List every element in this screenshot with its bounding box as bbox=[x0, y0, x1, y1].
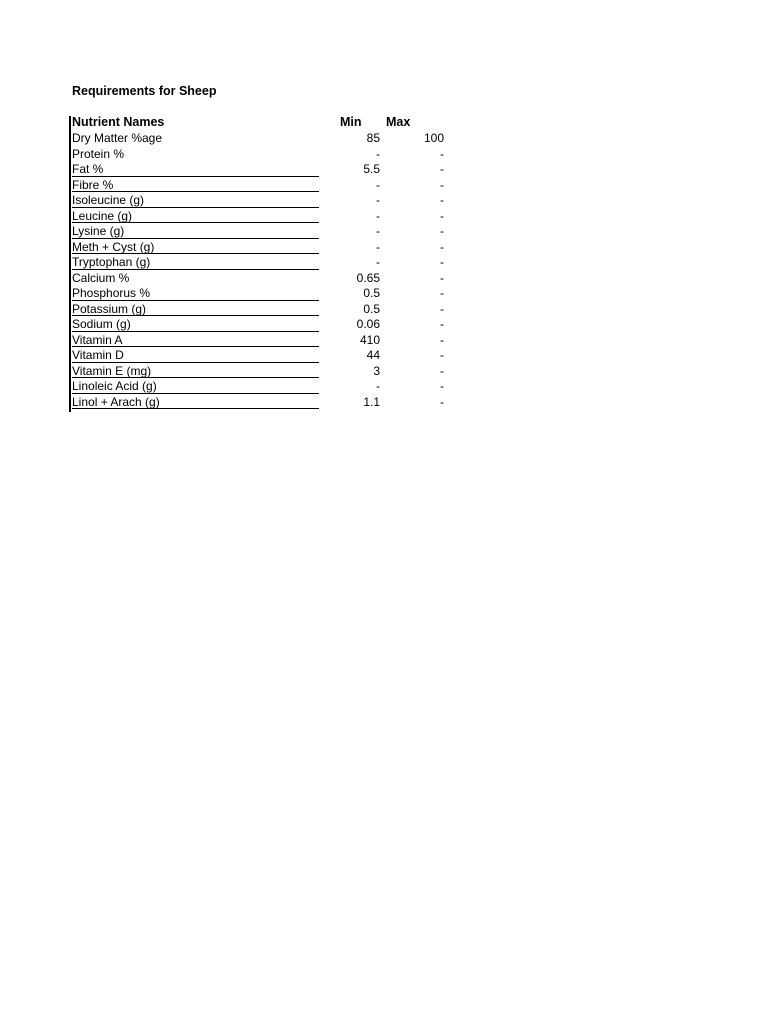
nutrient-name: Meth + Cyst (g) bbox=[72, 239, 155, 254]
max-value: - bbox=[440, 301, 444, 316]
max-value: - bbox=[440, 193, 444, 207]
table-row bbox=[72, 177, 452, 193]
nutrient-name: Linol + Arach (g) bbox=[72, 394, 160, 409]
nutrient-name: Linoleic Acid (g) bbox=[72, 379, 157, 393]
min-value: - bbox=[376, 255, 380, 269]
max-value: - bbox=[440, 379, 444, 393]
table-row bbox=[72, 254, 452, 270]
nutrient-name: Isoleucine (g) bbox=[72, 193, 145, 207]
max-value: - bbox=[440, 286, 444, 300]
max-value: - bbox=[440, 363, 444, 378]
min-value: - bbox=[376, 208, 380, 223]
table-row bbox=[72, 223, 452, 239]
table-row bbox=[72, 130, 452, 146]
table-row bbox=[72, 208, 452, 224]
max-value: - bbox=[440, 162, 444, 176]
nutrient-table-body bbox=[72, 130, 452, 409]
nutrient-name: Fat % bbox=[72, 162, 104, 176]
nutrient-name: Potassium (g) bbox=[72, 301, 147, 316]
nutrient-name: Fibre % bbox=[72, 177, 114, 192]
min-value: 1.1 bbox=[363, 394, 380, 409]
nutrient-name: Phosphorus % bbox=[72, 286, 151, 300]
nutrient-name: Dry Matter %age bbox=[72, 131, 163, 145]
nutrient-name: Leucine (g) bbox=[72, 208, 133, 223]
min-value: 0.5 bbox=[363, 286, 380, 300]
min-value: 44 bbox=[366, 348, 380, 362]
table-row bbox=[72, 332, 452, 348]
table-row bbox=[72, 301, 452, 317]
max-value: - bbox=[440, 255, 444, 269]
nutrient-name: Vitamin A bbox=[72, 332, 123, 347]
nutrient-name: Calcium % bbox=[72, 270, 130, 285]
nutrient-name: Vitamin E (mg) bbox=[72, 363, 152, 378]
nutrient-name: Protein % bbox=[72, 146, 125, 161]
min-value: - bbox=[376, 379, 380, 393]
table-left-border bbox=[69, 116, 71, 412]
max-value: 100 bbox=[423, 131, 444, 145]
max-value: - bbox=[440, 224, 444, 238]
column-header-min: Min bbox=[340, 115, 362, 129]
max-value: - bbox=[440, 332, 444, 347]
table-row bbox=[72, 316, 452, 332]
max-value: - bbox=[440, 394, 444, 409]
min-value: 0.5 bbox=[363, 301, 380, 316]
max-value: - bbox=[440, 239, 444, 254]
min-value: 85 bbox=[366, 131, 380, 145]
table-row bbox=[72, 161, 452, 177]
max-value: - bbox=[440, 146, 444, 161]
table-row bbox=[72, 239, 452, 255]
max-value: - bbox=[440, 177, 444, 192]
table-row bbox=[72, 363, 452, 379]
min-value: - bbox=[376, 146, 380, 161]
table-row bbox=[72, 270, 452, 286]
table-row bbox=[72, 285, 452, 301]
min-value: 5.5 bbox=[363, 162, 380, 176]
column-header-nutrient-names: Nutrient Names bbox=[72, 115, 165, 129]
table-row bbox=[72, 347, 452, 363]
min-value: 0.65 bbox=[356, 270, 380, 285]
min-value: 410 bbox=[359, 332, 380, 347]
page-title: Requirements for Sheep bbox=[72, 84, 217, 98]
min-value: - bbox=[376, 239, 380, 254]
table-header bbox=[72, 114, 452, 130]
nutrient-name: Tryptophan (g) bbox=[72, 255, 151, 269]
table-row bbox=[72, 378, 452, 394]
min-value: - bbox=[376, 224, 380, 238]
min-value: - bbox=[376, 193, 380, 207]
table-row bbox=[72, 394, 452, 410]
nutrient-name: Lysine (g) bbox=[72, 224, 125, 238]
max-value: - bbox=[440, 208, 444, 223]
max-value: - bbox=[440, 317, 444, 331]
column-header-max: Max bbox=[386, 115, 411, 129]
min-value: 3 bbox=[373, 363, 380, 378]
table-row bbox=[72, 146, 452, 162]
nutrient-name: Sodium (g) bbox=[72, 317, 131, 331]
min-value: 0.06 bbox=[356, 317, 380, 331]
min-value: - bbox=[376, 177, 380, 192]
nutrient-name: Vitamin D bbox=[72, 348, 124, 362]
table-row bbox=[72, 192, 452, 208]
max-value: - bbox=[440, 270, 444, 285]
max-value: - bbox=[440, 348, 444, 362]
